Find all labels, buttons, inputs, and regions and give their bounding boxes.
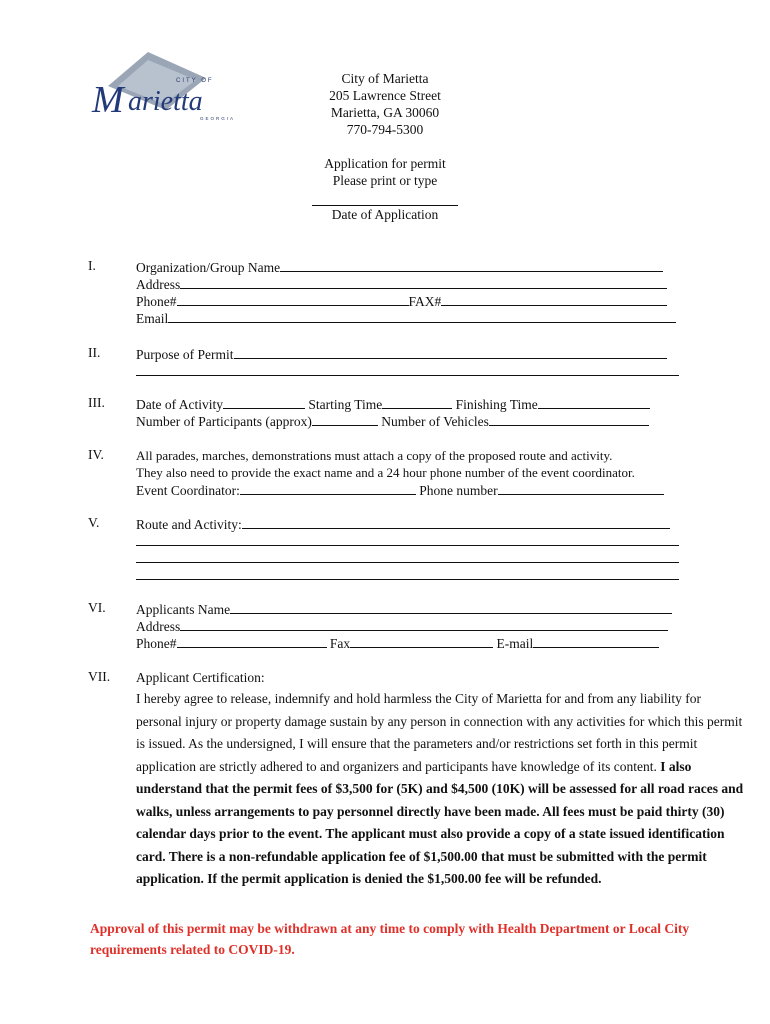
header-line: Marietta, GA 30060: [330, 105, 440, 120]
applicant-fax-label: Fax: [329, 636, 351, 651]
applicant-name-label: Applicants Name: [136, 602, 231, 617]
applicant-fax-field[interactable]: [350, 634, 493, 648]
section-number: VII.: [88, 669, 111, 684]
route-field-line-4[interactable]: [136, 566, 679, 580]
email-label: Email: [136, 311, 169, 326]
svg-text:GEORGIA: GEORGIA: [200, 116, 236, 121]
covid-notice: Approval of this permit may be withdrawn at any time to comply with Health Department or Local City requirements related to COVID-19.: [90, 921, 690, 957]
certification-fees-text: I also understand that the permit fees of $3,500 for (5K) and $4,500 (10K) will be assessed for all road races and walks, unless arrangements to pay personnel directly have been made. All fees must be paid thirty (30) calendar days prior to the event. The applicant must also provide a copy of a state issued identification card. There is a non-refundable application fee of $1,500.00 that must be submitted with the permit application. If the permit application is denied the $1,500.00 fee will be refunded.: [136, 758, 744, 886]
city-of-marietta-logo: [88, 48, 258, 128]
applicant-address-field[interactable]: [180, 617, 668, 631]
org-name-label: Organization/Group Name: [136, 260, 281, 275]
application-title-block: [270, 155, 500, 189]
coordinator-phone-label: Phone number: [419, 483, 498, 498]
header-line: 205 Lawrence Street: [329, 88, 441, 103]
svg-text:M: M: [92, 79, 124, 121]
parades-notice-line-1: All parades, marches, demonstrations must attach a copy of the proposed route and activity.: [136, 448, 613, 463]
participants-field[interactable]: [312, 412, 378, 426]
phone-field[interactable]: [177, 292, 409, 306]
route-label: Route and Activity:: [136, 517, 242, 532]
fax-label: FAX#: [408, 294, 442, 309]
address-field[interactable]: [180, 275, 667, 289]
fax-field[interactable]: [441, 292, 667, 306]
applicant-email-field[interactable]: [533, 634, 659, 648]
finishing-time-field[interactable]: [538, 395, 650, 409]
application-instruction: Please print or type: [332, 173, 438, 188]
section-number: I.: [88, 258, 96, 273]
section-number: VI.: [88, 600, 106, 615]
application-title: Application for permit: [324, 156, 446, 171]
applicant-email-label: E-mail: [496, 636, 534, 651]
route-field[interactable]: [242, 515, 670, 529]
date-of-activity-label: Date of Activity: [136, 397, 223, 412]
certification-text: I hereby agree to release, indemnify and hold harmless the City of Marietta for and from any liability for personal injury or property damage sustain by any person in connection with any activities for which this permit is issued. As the undersigned, I will ensure that the parameters and/or restrictions set forth in this permit application are strictly adhered to and organizers and participants have knowledge of its content.: [136, 691, 743, 774]
header-line: 770-794-5300: [346, 122, 424, 137]
parades-notice-line-2: They also need to provide the exact name and a 24 hour phone number of the event coordinator.: [136, 465, 635, 480]
email-field[interactable]: [168, 309, 676, 323]
participants-label: Number of Participants (approx): [136, 414, 312, 429]
applicant-phone-label: Phone#: [136, 636, 177, 651]
finishing-time-label: Finishing Time: [455, 397, 538, 412]
vehicles-field[interactable]: [489, 412, 649, 426]
svg-text:CITY OF: CITY OF: [176, 78, 214, 84]
applicant-address-label: Address: [136, 619, 181, 634]
event-coordinator-field[interactable]: [240, 481, 416, 495]
route-field-line-3[interactable]: [136, 549, 679, 563]
date-of-activity-field[interactable]: [223, 395, 305, 409]
applicant-name-field[interactable]: [230, 600, 672, 614]
section-number: II.: [88, 345, 101, 360]
purpose-label: Purpose of Permit: [136, 347, 234, 362]
section-number: V.: [88, 515, 100, 530]
date-of-application-field[interactable]: [312, 205, 458, 206]
phone-label: Phone#: [136, 294, 177, 309]
route-field-line-2[interactable]: [136, 532, 679, 546]
section-number: IV.: [88, 447, 104, 462]
header-line: City of Marietta: [341, 71, 429, 86]
certification-title: Applicant Certification:: [136, 670, 265, 685]
starting-time-field[interactable]: [382, 395, 452, 409]
event-coordinator-label: Event Coordinator:: [136, 483, 240, 498]
starting-time-label: Starting Time: [308, 397, 383, 412]
city-address-block: [270, 70, 500, 138]
purpose-field-line-2[interactable]: [136, 362, 679, 376]
vehicles-label: Number of Vehicles: [381, 414, 489, 429]
svg-text:arietta: arietta: [128, 86, 203, 117]
section-number: III.: [88, 395, 105, 410]
applicant-phone-field[interactable]: [177, 634, 327, 648]
purpose-field[interactable]: [234, 345, 667, 359]
org-name-field[interactable]: [280, 258, 663, 272]
coordinator-phone-field[interactable]: [498, 481, 664, 495]
date-of-application-label: Date of Application: [331, 207, 439, 222]
address-label: Address: [136, 277, 181, 292]
